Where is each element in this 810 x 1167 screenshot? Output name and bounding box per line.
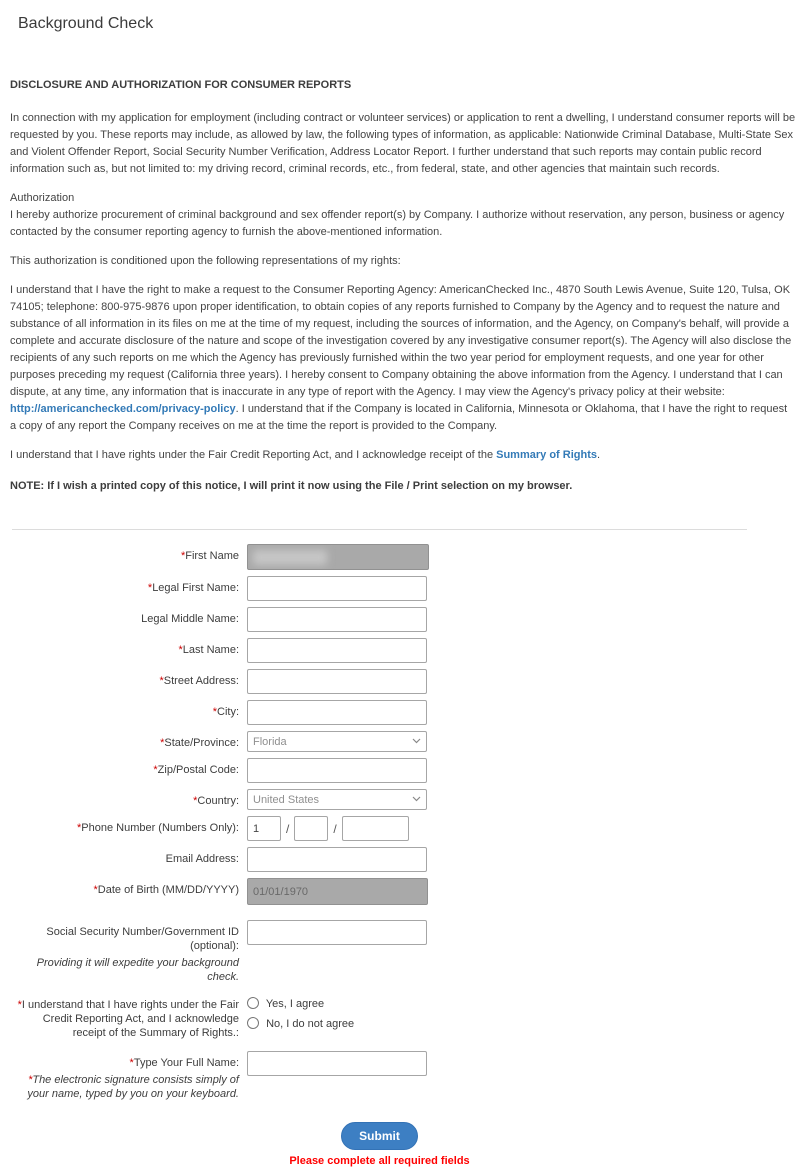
country-select[interactable] [247, 789, 427, 810]
background-check-form [12, 529, 747, 1167]
signature-note: *The electronic signature consists simply of your name, typed by you on your keyboard. [27, 1074, 239, 1100]
ssn-input[interactable] [247, 920, 427, 945]
required-asterisk: * [147, 582, 153, 594]
validation-message: Please complete all required fields [289, 1155, 470, 1167]
fcra-consent-row [12, 992, 747, 1040]
country-row [12, 788, 747, 810]
fcra-paragraph: I understand that I have rights under the Fair Credit Reporting Act, and I acknowledge receipt of the Summary of Rights. [10, 449, 601, 461]
first-name-readonly-field [247, 544, 429, 570]
fcra-yes-option[interactable]: Yes, I agree [247, 997, 747, 1012]
phone-line-input[interactable] [342, 816, 409, 841]
ssn-note: Providing it will expedite your background check. [36, 957, 239, 983]
country-label: *Country: [193, 795, 239, 807]
state-province-row [12, 730, 747, 752]
dob-row [12, 877, 747, 905]
zip-input[interactable] [247, 758, 427, 783]
legal-middle-name-label: Legal Middle Name: [141, 613, 239, 625]
state-province-select[interactable] [247, 731, 427, 752]
zip-row [12, 757, 747, 783]
email-input[interactable] [247, 847, 427, 872]
fcra-yes-radio[interactable] [247, 997, 259, 1009]
conditioned-paragraph: This authorization is conditioned upon the following representations of my rights: [10, 255, 401, 267]
privacy-policy-link[interactable]: http://americanchecked.com/privacy-policy [10, 403, 236, 415]
last-name-input[interactable] [247, 638, 427, 663]
email-row [12, 846, 747, 872]
required-asterisk: * [178, 644, 183, 656]
legal-first-name-label: *Legal First Name: [147, 582, 239, 594]
required-asterisk: * [160, 737, 165, 749]
dob-readonly-field [247, 878, 428, 905]
last-name-row [12, 637, 747, 663]
page-title: Background Check [18, 15, 154, 32]
full-name-row [12, 1050, 747, 1101]
state-province-label: *State/Province: [160, 737, 239, 749]
ssn-label: Social Security Number/Government ID (optional): Providing it will expedite your background check. [12, 919, 247, 984]
required-asterisk: * [76, 822, 82, 834]
required-asterisk: * [129, 1057, 134, 1069]
street-address-label: *Street Address: [159, 675, 239, 687]
required-asterisk: * [159, 675, 164, 687]
full-name-label: *Type Your Full Name: *The electronic signature consists simply of your name, typed by you on your keyboard. [12, 1050, 247, 1101]
required-asterisk: * [212, 706, 217, 718]
phone-separator: / [286, 821, 290, 836]
phone-prefix-input[interactable] [294, 816, 328, 841]
email-label: Email Address: [165, 853, 239, 865]
disclosure-text-block [10, 77, 796, 495]
full-name-input[interactable] [247, 1051, 427, 1076]
print-note: NOTE: If I wish a printed copy of this notice, I will print it now using the File / Print selection on my browser. [10, 480, 573, 492]
city-input[interactable] [247, 700, 427, 725]
intro-paragraph: In connection with my application for employment (including contract or volunteer services) or application to rent a dwelling, I understand consumer reports will be requested by you. These reports may include, as allowed by law, the following types of information, as applicable: Nationwide Criminal Database, Multi-State Sex and Violent Offender Report, Social Security Number Verification, Address Locator Report. I further understand that such reports may contain public record information such as, but not limited to: my driving record, criminal records, etc., from federal, state, and other agencies that maintain such records. [10, 112, 796, 175]
authorization-title: Authorization [10, 192, 75, 204]
dob-label: *Date of Birth (MM/DD/YYYY) [93, 884, 239, 896]
rights-paragraph: I understand that I have the right to make a request to the Consumer Reporting Agency: AmericanChecked Inc., 4870 South Lewis Avenue, Suite 120, Tulsa, OK 74105; telephone: 800-975-9876 upon proper identification, to obtain copies of any reports furnished to Company by the Agency and to request the nature and substance of all information in its files on me at the time of my request, including the sources of information, and the Agency, on Company's behalf, will provide a complete and accurate disclosure of the nature and scope of the investigation covered by any investigative consumer report(s). The Agency will also disclose the recipients of any such reports on me which the Agency has previously furnished within the two year period for employment requests, and one year for other purposes preceding my request (California three years). I hereby consent to Company obtaining the above information from the Agency. I understand that I can dispute, at any time, any information that is inaccurate in any type of report with the Agency. I may view the Agency's privacy policy at their website: http://americanchecked.com/privacy-policy. I understand that if the Company is located in California, Minnesota or Oklahoma, that I have the right to request a copy of any report the Company receives on me at the time the report is provided to the Company. [10, 284, 792, 432]
phone-row [12, 815, 747, 841]
phone-area-code-input[interactable] [247, 816, 281, 841]
first-name-row [12, 543, 747, 570]
city-label: *City: [212, 706, 239, 718]
required-asterisk: * [193, 795, 198, 807]
fcra-no-radio[interactable] [247, 1017, 259, 1029]
zip-label: *Zip/Postal Code: [153, 764, 239, 776]
phone-separator: / [333, 821, 337, 836]
required-asterisk: * [180, 550, 186, 562]
authorization-paragraph [10, 190, 796, 241]
city-row [12, 699, 747, 725]
street-address-input[interactable] [247, 669, 427, 694]
required-asterisk: * [17, 999, 22, 1011]
street-address-row [12, 668, 747, 694]
required-asterisk: * [93, 884, 98, 896]
fcra-consent-label: *I understand that I have rights under the Fair Credit Reporting Act, and I acknowledge receipt of the Summary of Rights.: [17, 999, 239, 1039]
legal-middle-name-input[interactable] [247, 607, 427, 632]
redacted-first-name-value [253, 550, 327, 565]
legal-first-name-input[interactable] [247, 576, 427, 601]
required-asterisk: * [153, 764, 158, 776]
first-name-label: *First Name [180, 550, 239, 562]
fcra-no-option[interactable]: No, I do not agree [247, 1017, 747, 1032]
summary-of-rights-link[interactable]: Summary of Rights [496, 449, 597, 461]
phone-label: *Phone Number (Numbers Only): [76, 822, 239, 834]
authorization-body: I hereby authorize procurement of criminal background and sex offender report(s) by Company. I authorize without reservation, any person, business or agency contacted by the consumer reporting agency to furnish the above-mentioned information. [10, 209, 785, 238]
submit-button[interactable]: Submit [341, 1122, 418, 1150]
last-name-label: *Last Name: [178, 644, 239, 656]
legal-first-name-row [12, 575, 747, 601]
ssn-row [12, 919, 747, 984]
legal-middle-name-row [12, 606, 747, 632]
disclosure-heading: DISCLOSURE AND AUTHORIZATION FOR CONSUMER REPORTS [10, 79, 352, 91]
required-asterisk: * [28, 1074, 33, 1086]
